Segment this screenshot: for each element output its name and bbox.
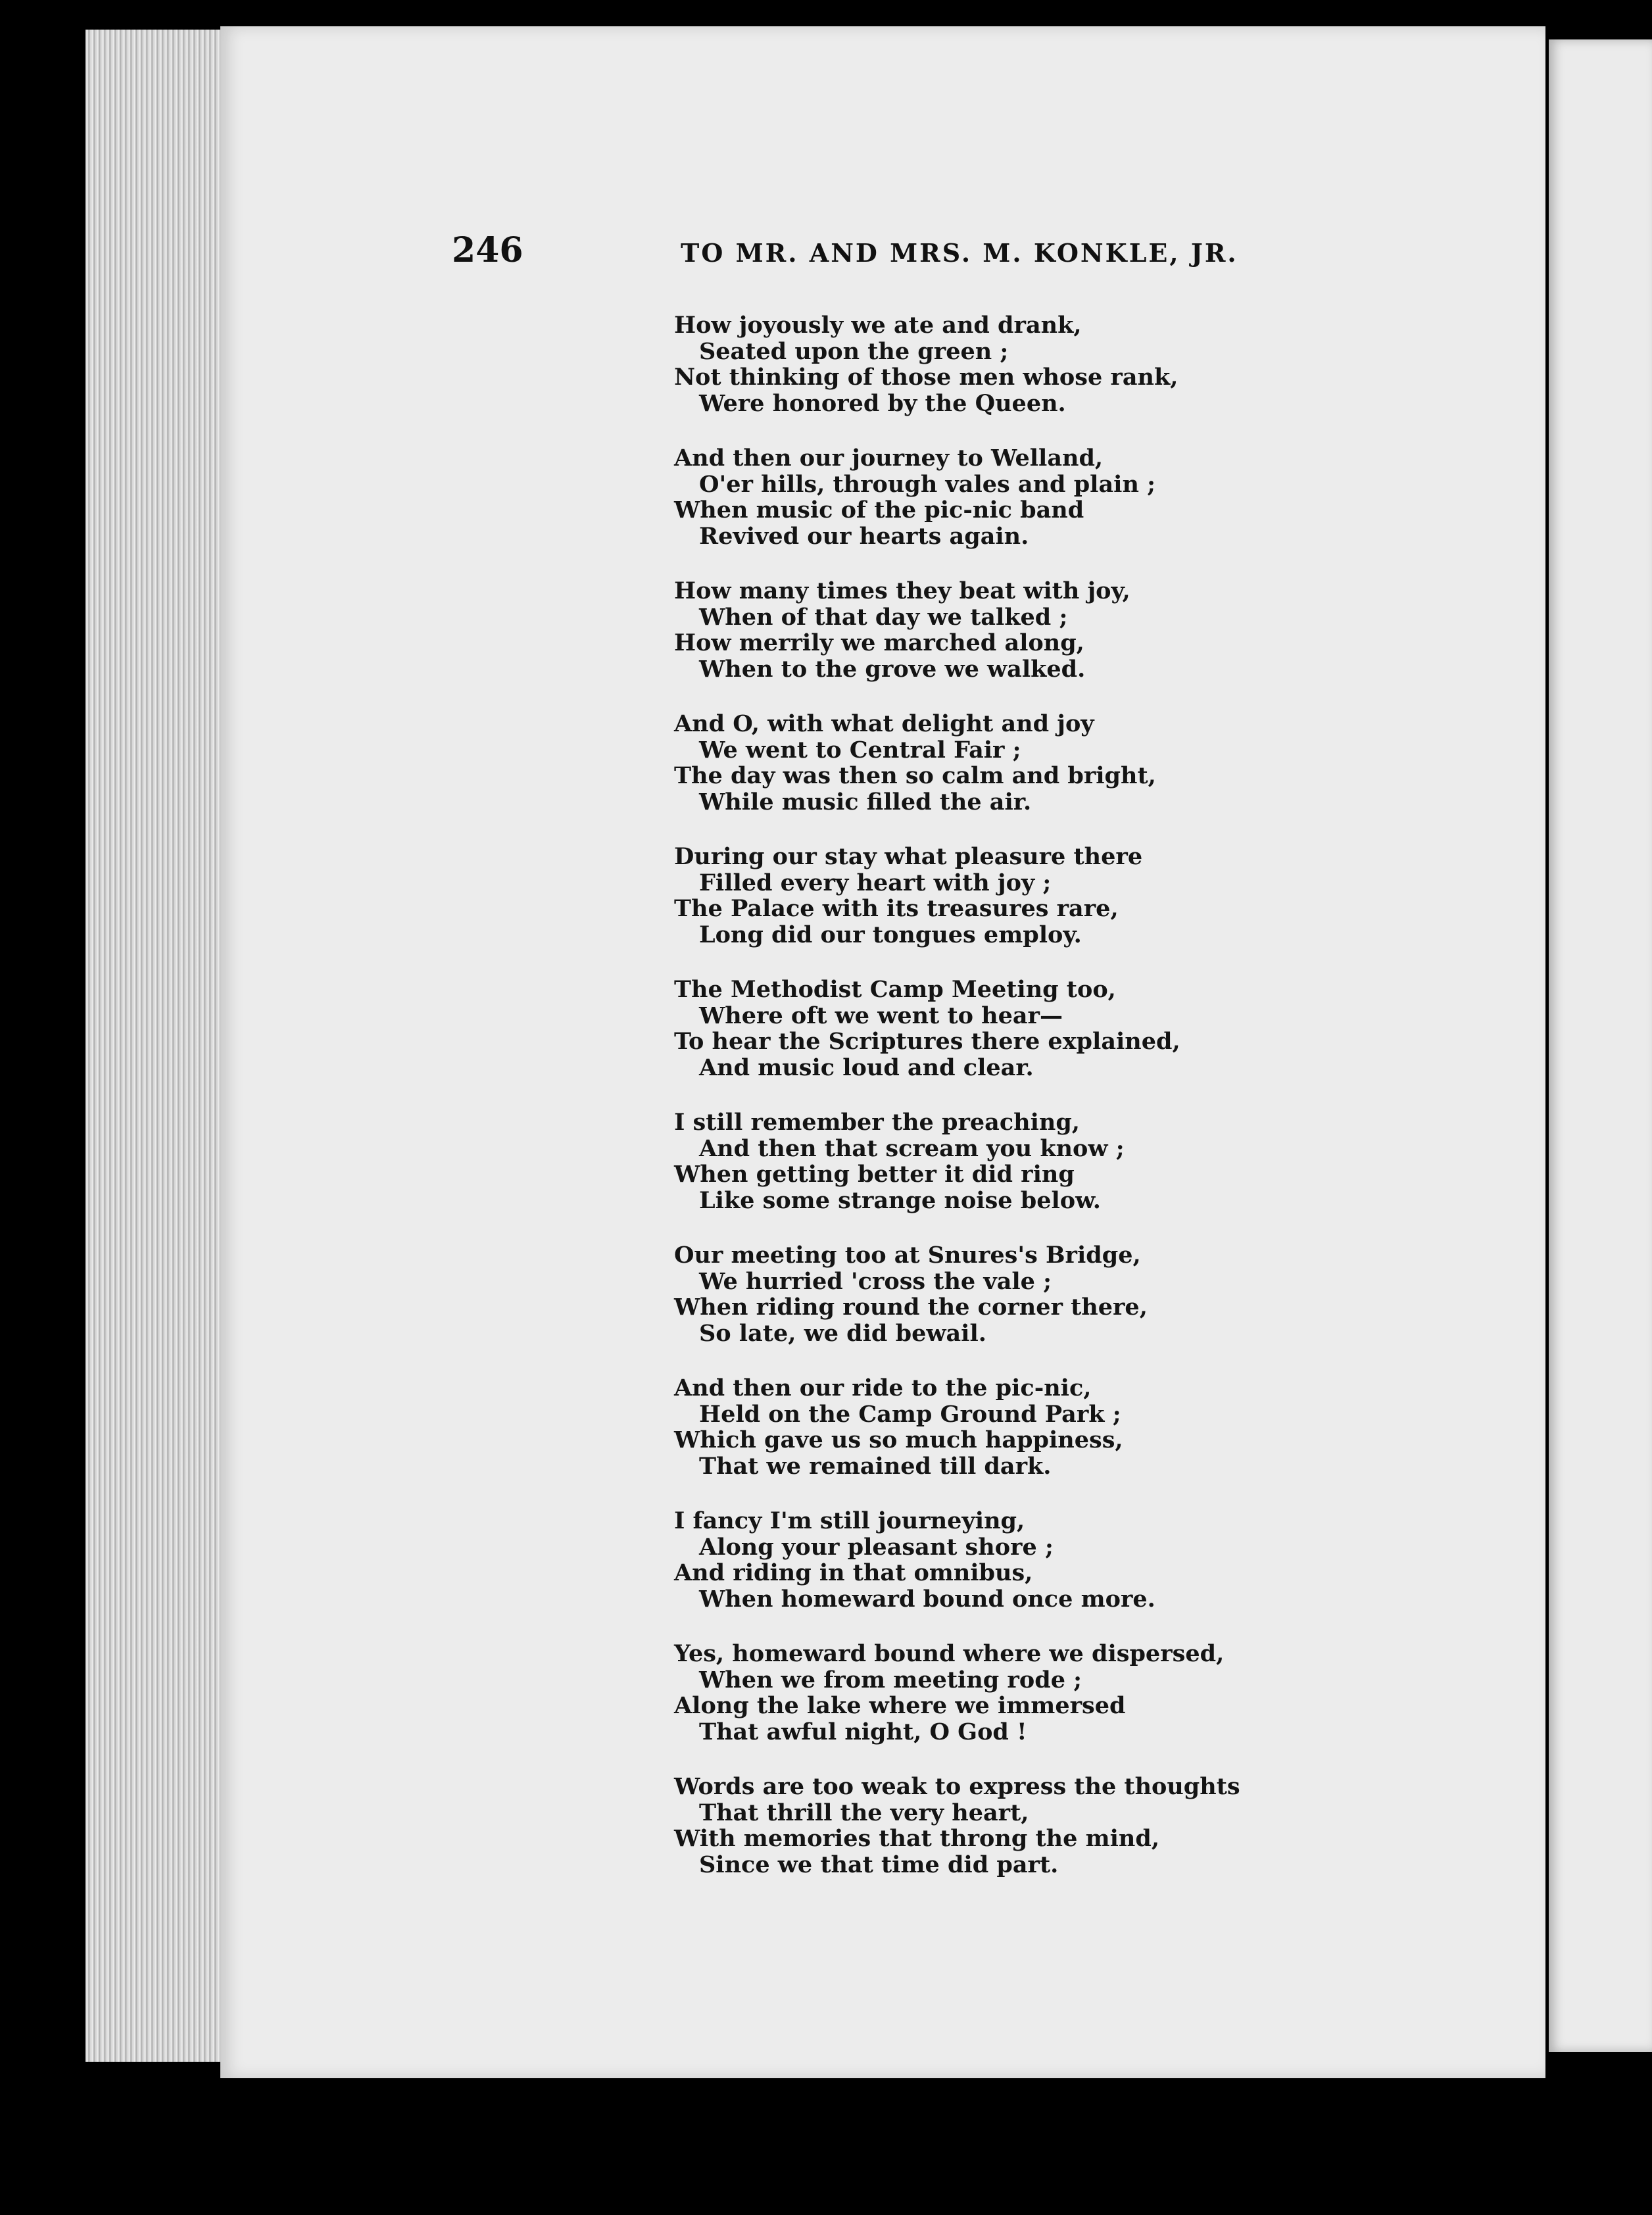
running-title: TO MR. AND MRS. M. KONKLE, JR. (681, 238, 1238, 268)
stanza (674, 1641, 1463, 1745)
poem-line: When of that day we talked ; (699, 603, 1068, 631)
poem-line: O'er hills, through vales and plain ; (699, 470, 1156, 498)
poem-line: And then our ride to the pic-nic, (674, 1375, 1092, 1401)
poem-line: And music loud and clear. (699, 1054, 1034, 1081)
poem-line: And O, with what delight and joy (674, 710, 1094, 737)
poem-line: During our stay what pleasure there (674, 843, 1143, 870)
poem-line: The Methodist Camp Meeting too, (674, 976, 1116, 1003)
poem-line: Seated upon the green ; (699, 337, 1009, 365)
poem-line: How joyously we ate and drank, (674, 312, 1082, 339)
poem-line: The Palace with its treasures rare, (674, 895, 1119, 922)
stanza (674, 1508, 1463, 1612)
stanza (674, 1774, 1463, 1878)
poem-line: Not thinking of those men whose rank, (674, 364, 1178, 391)
poem-line: Held on the Camp Ground Park ; (699, 1400, 1121, 1428)
stanza (674, 711, 1463, 815)
poem-line: Along the lake where we immersed (674, 1692, 1126, 1719)
poem-line: While music filled the air. (699, 788, 1032, 815)
poem-body (674, 312, 1463, 1907)
stanza (674, 844, 1463, 948)
poem-line: When homeward bound once more. (699, 1585, 1155, 1613)
poem-line: We went to Central Fair ; (699, 736, 1021, 764)
poem-line: That we remained till dark. (699, 1452, 1052, 1480)
poem-line: When music of the pic-nic band (674, 497, 1084, 523)
stanza (674, 578, 1463, 682)
stanza (674, 445, 1463, 549)
page-header (220, 230, 1545, 283)
poem-line: When to the grove we walked. (699, 655, 1086, 683)
poem-line: Since we that time did part. (699, 1851, 1059, 1878)
poem-line: Along your pleasant shore ; (699, 1533, 1054, 1561)
stanza (674, 977, 1463, 1081)
poem-line: When we from meeting rode ; (699, 1666, 1082, 1693)
poem-line: Which gave us so much happiness, (674, 1426, 1123, 1453)
poem-line: So late, we did bewail. (699, 1319, 986, 1347)
stanza (674, 1109, 1463, 1213)
poem-line: When getting better it did ring (674, 1161, 1075, 1188)
stanza (674, 1375, 1463, 1479)
poem-line: Our meeting too at Snures's Bridge, (674, 1242, 1141, 1269)
poem-line: Like some strange noise below. (699, 1186, 1101, 1214)
poem-line: And riding in that omnibus, (674, 1559, 1033, 1586)
poem-line: We hurried 'cross the vale ; (699, 1267, 1052, 1295)
facing-page-edge (1549, 39, 1652, 2052)
poem-line: When riding round the corner there, (674, 1294, 1148, 1321)
page-number: 246 (452, 230, 523, 270)
poem-line: Words are too weak to express the thoughts (674, 1773, 1240, 1800)
book-page-edges (85, 30, 227, 2062)
poem-line: Were honored by the Queen. (699, 389, 1066, 417)
poem-line: Where oft we went to hear— (699, 1002, 1063, 1029)
poem-line: Revived our hearts again. (699, 522, 1029, 550)
stanza (674, 1242, 1463, 1346)
poem-line: With memories that throng the mind, (674, 1825, 1160, 1852)
poem-line: To hear the Scriptures there explained, (674, 1028, 1180, 1055)
poem-line: I fancy I'm still journeying, (674, 1507, 1025, 1534)
stanza (674, 312, 1463, 416)
poem-line: And then that scream you know ; (699, 1134, 1125, 1162)
poem-line: That thrill the very heart, (699, 1799, 1029, 1826)
book-page (220, 26, 1545, 2078)
poem-line: Filled every heart with joy ; (699, 869, 1052, 896)
poem-line: How merrily we marched along, (674, 629, 1084, 656)
poem-line: That awful night, O God ! (699, 1718, 1027, 1745)
poem-line: Yes, homeward bound where we dispersed, (674, 1640, 1225, 1667)
poem-line: The day was then so calm and bright, (674, 762, 1156, 789)
poem-line: And then our journey to Welland, (674, 445, 1104, 472)
poem-line: How many times they beat with joy, (674, 577, 1130, 604)
poem-line: I still remember the preaching, (674, 1109, 1080, 1136)
poem-line: Long did our tongues employ. (699, 921, 1082, 948)
